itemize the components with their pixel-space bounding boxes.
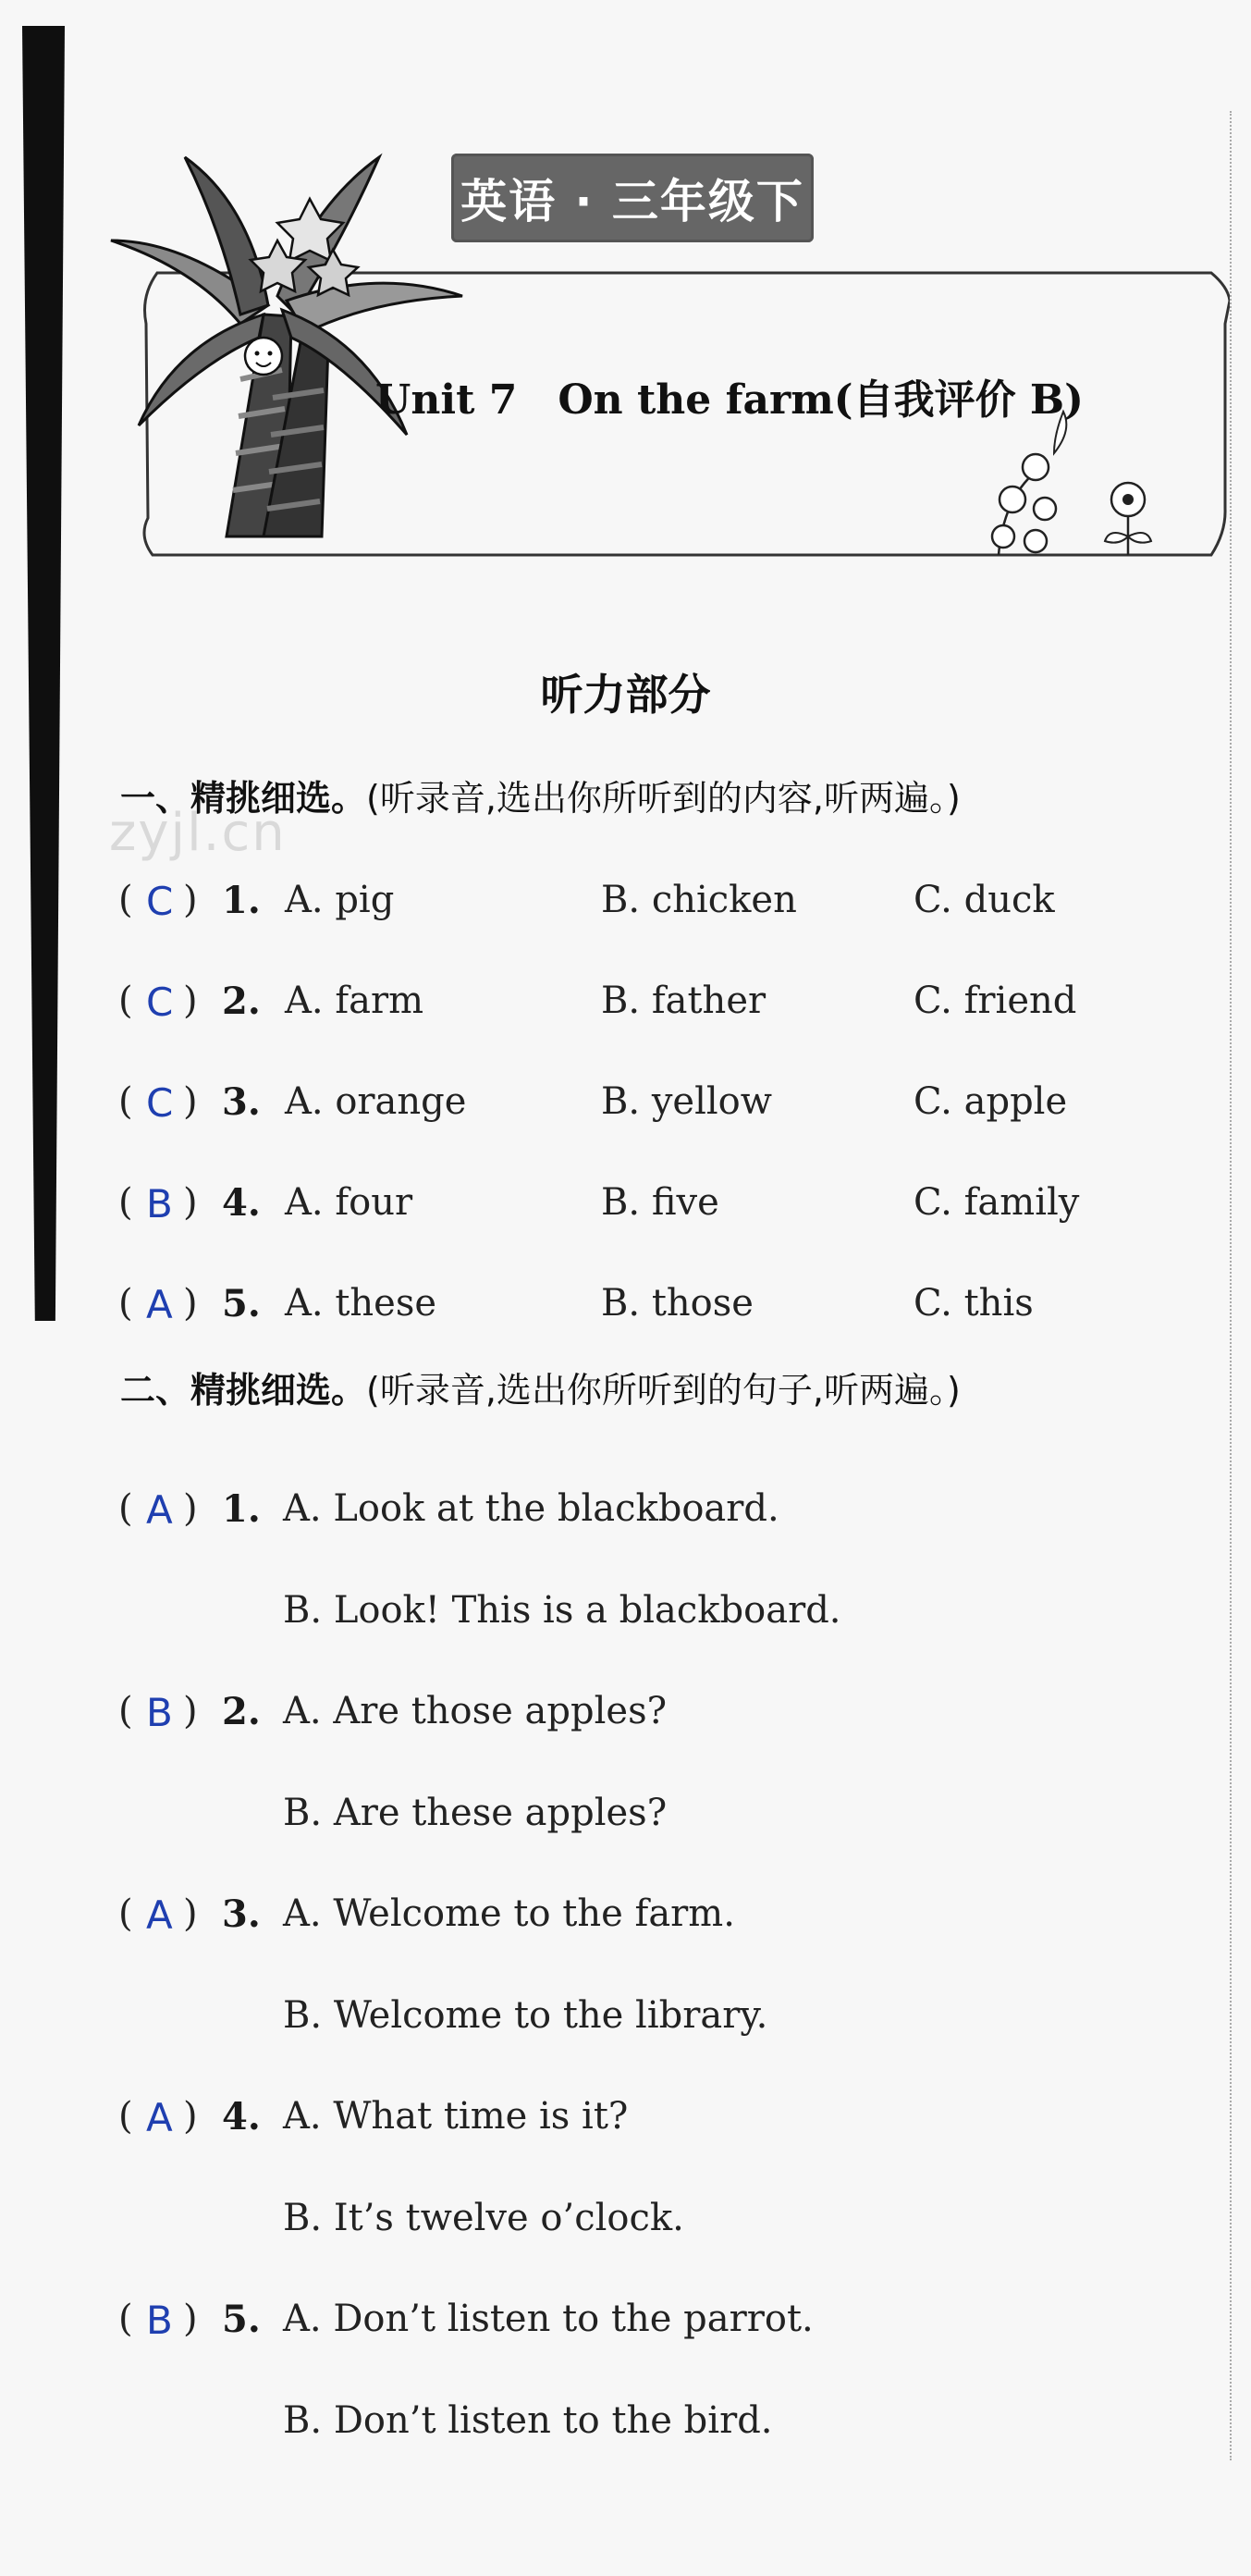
question-row	[0, 1690, 1251, 1745]
answer-paren-open: (	[118, 980, 133, 1022]
answer-paren-close: )	[183, 879, 198, 921]
flower-decoration-icon	[992, 412, 1151, 555]
subject-badge: 英语 · 三年级下	[451, 154, 814, 242]
question-row	[0, 1487, 1251, 1543]
option-a: A. What time is it?	[283, 2095, 629, 2138]
option-c: C. duck	[914, 879, 1055, 921]
part1-instruction: (听录音,选出你所听到的内容,听两遍。)	[366, 778, 961, 819]
option-a: A. Welcome to the farm.	[283, 1892, 735, 1935]
question-number: 4.	[222, 1181, 261, 1225]
part2-instruction: (听录音,选出你所听到的句子,听两遍。)	[366, 1370, 961, 1411]
option-a: A. four	[285, 1181, 413, 1224]
answer-mark: B	[146, 1690, 173, 1735]
question-number: 2.	[222, 1690, 261, 1733]
answer-paren-open: (	[118, 1080, 133, 1123]
answer-mark: C	[146, 1080, 174, 1126]
question-number: 2.	[222, 980, 261, 1023]
palm-tree-icon	[111, 157, 462, 536]
answer-paren-close: )	[183, 2095, 198, 2138]
question-number: 1.	[222, 1487, 261, 1531]
question-number: 5.	[222, 1282, 261, 1325]
option-b: B. Look! This is a blackboard.	[283, 1589, 841, 1632]
answer-paren-close: )	[183, 1892, 198, 1935]
part1-heading-label: 一、精挑细选。	[120, 778, 367, 819]
watermark: zyjl.cn	[109, 803, 287, 863]
option-c: C. this	[914, 1282, 1034, 1325]
answer-paren-open: (	[118, 1892, 133, 1935]
question-number: 1.	[222, 879, 261, 922]
question-number: 4.	[222, 2095, 261, 2138]
option-b: B. five	[601, 1181, 719, 1224]
answer-paren-close: )	[183, 1282, 198, 1325]
option-a: A. orange	[285, 1080, 467, 1123]
option-c: C. apple	[914, 1080, 1068, 1123]
question-row	[0, 1282, 1251, 1337]
answer-mark: C	[146, 980, 174, 1025]
question-row	[0, 879, 1251, 934]
option-b: B. yellow	[601, 1080, 772, 1123]
option-a: A. farm	[285, 980, 424, 1022]
answer-paren-close: )	[183, 1487, 198, 1530]
answer-paren-open: (	[118, 2298, 133, 2340]
option-c: C. family	[914, 1181, 1080, 1224]
option-a: A. Look at the blackboard.	[283, 1487, 779, 1530]
answer-mark: B	[146, 2298, 173, 2343]
answer-mark: B	[146, 1181, 173, 1226]
option-b: B. Welcome to the library.	[283, 1994, 768, 2037]
question-row	[0, 2298, 1251, 2353]
answer-mark: A	[146, 1282, 173, 1327]
answer-paren-open: (	[118, 1282, 133, 1325]
answer-mark: A	[146, 1892, 173, 1938]
question-row	[0, 980, 1251, 1035]
answer-paren-close: )	[183, 1690, 198, 1732]
option-b: B. father	[601, 980, 767, 1022]
part2-heading-label: 二、精挑细选。	[120, 1370, 367, 1411]
section-title: 听力部分	[540, 670, 711, 720]
question-number: 5.	[222, 2298, 261, 2341]
question-row	[0, 1892, 1251, 1948]
answer-mark: C	[146, 879, 174, 924]
question-number: 3.	[222, 1892, 261, 1936]
option-b: B. chicken	[601, 879, 797, 921]
answer-paren-open: (	[118, 1690, 133, 1732]
option-b: B. those	[601, 1282, 754, 1325]
question-number: 3.	[222, 1080, 261, 1124]
answer-paren-open: (	[118, 1487, 133, 1530]
answer-mark: A	[146, 1487, 173, 1533]
option-a: A. pig	[285, 879, 395, 921]
option-a: A. these	[285, 1282, 437, 1325]
option-b: B. Don’t listen to the bird.	[283, 2399, 773, 2442]
option-a: A. Don’t listen to the parrot.	[283, 2298, 814, 2340]
answer-mark: A	[146, 2095, 173, 2140]
question-row	[0, 1080, 1251, 1136]
option-a: A. Are those apples?	[283, 1690, 668, 1732]
answer-paren-open: (	[118, 879, 133, 921]
question-row	[0, 2095, 1251, 2151]
question-row	[0, 1181, 1251, 1237]
answer-paren-close: )	[183, 1080, 198, 1123]
option-b: B. Are these apples?	[283, 1792, 668, 1834]
answer-paren-close: )	[183, 1181, 198, 1224]
option-b: B. It’s twelve o’clock.	[283, 2197, 684, 2239]
option-c: C. friend	[914, 980, 1077, 1022]
answer-paren-open: (	[118, 2095, 133, 2138]
answer-paren-close: )	[183, 2298, 198, 2340]
answer-paren-close: )	[183, 980, 198, 1022]
part2-heading	[120, 1362, 961, 1412]
unit-title: Unit 7 On the farm(自我评价 B)	[375, 376, 1084, 424]
unit-header	[102, 102, 1230, 564]
answer-paren-open: (	[118, 1181, 133, 1224]
